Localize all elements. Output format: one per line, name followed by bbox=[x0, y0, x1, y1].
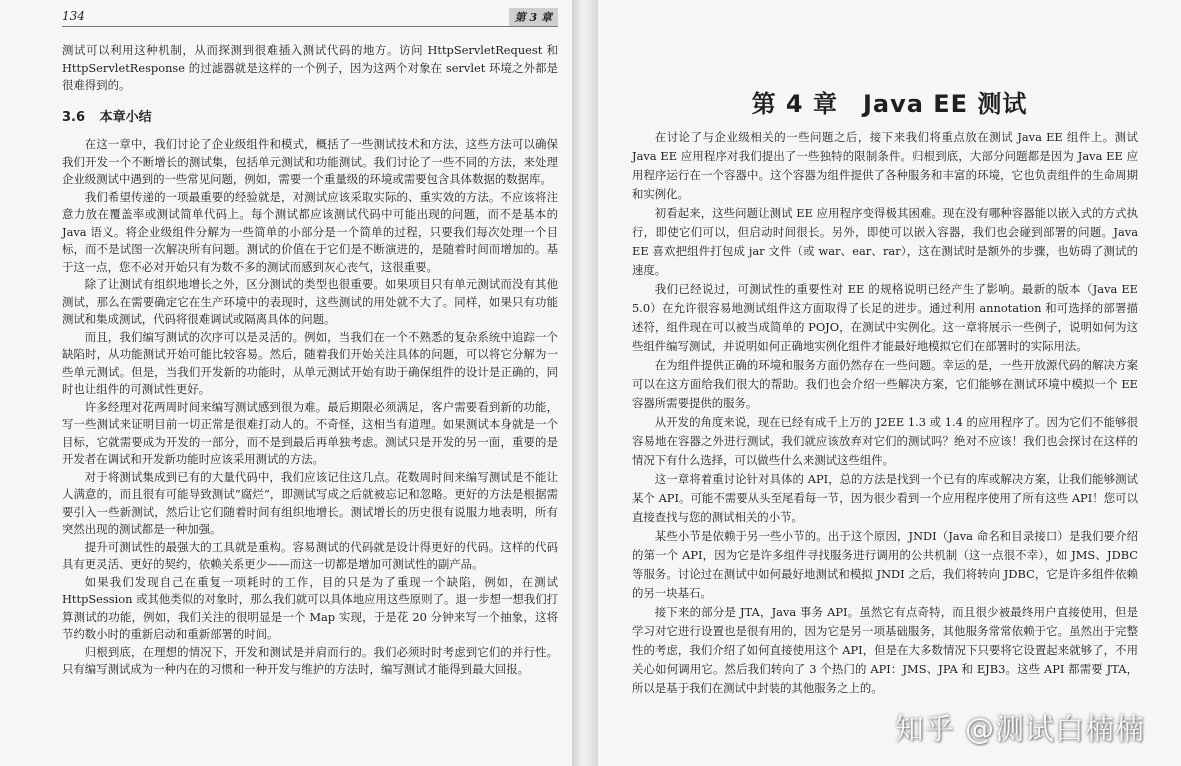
paragraph: 而且，我们编写测试的次序可以是灵活的。例如，当我们在一个不熟悉的复杂系统中追踪一个缺陷时，从功能测试开始可能比较容易。然后，随着我们开始关注具体的问题，可以将它分解为一些单元测试。但是，当我们开发新的功能时，从单元测试开始有助于确保组件的设计是正确的，同时也让组件的可测试性更好。 bbox=[62, 329, 558, 396]
page-number: 134 bbox=[62, 9, 85, 23]
book-gutter bbox=[572, 0, 598, 766]
left-page bbox=[0, 0, 572, 766]
paragraph: 某些小节是依赖于另一些小节的。出于这个原因，JNDI（Java 命名和目录接口）是我们要介绍的第一个 API，因为它是许多组件寻找服务进行调用的公共机制（这一点很不幸），如 JMS、JDBC 等服务。讨论过在测试中如何最好地测试和模拟 JNDI 之后，我们将转向 JDBC，它是许多组件依赖的另一块基石。 bbox=[632, 529, 1138, 600]
paragraph: 测试可以利用这种机制，从而探测到很难插入测试代码的地方。访问 HttpServletRequest 和 HttpServletResponse 的过滤器就是这样的一个例子，因为这两个对象在 servlet 环境之外都是很难得到的。 bbox=[62, 43, 558, 92]
paragraph: 从开发的角度来说，现在已经有成千上万的 J2EE 1.3 或 1.4 的应用程序了。因为它们不能够很容易地在容器之外进行测试，我们就应该放弃对它们的测试吗？绝对不应该！我们也会探讨在这样的情况下有什么选择，可以做些什么来测试这些组件。 bbox=[632, 415, 1138, 467]
paragraph: 归根到底，在理想的情况下，开发和测试是并肩而行的。我们必须时时考虑到它们的并行性。只有编写测试成为一种内在的习惯和一种开发与维护的方法时，编写测试才能得到最大回报。 bbox=[62, 644, 558, 676]
chapter-title: 第 4 章 Java EE 测试 bbox=[751, 90, 1028, 118]
watermark: 知乎 @测试白楠楠 bbox=[894, 712, 1145, 746]
paragraph: 许多经理对花两周时间来编写测试感到很为难。最后期限必须满足，客户需要看到新的功能，写一些测试来证明目前一切正常是很难打动人的。不奇怪，这相当有道理。如果测试本身就是一个目标，它就需要成为开发的一部分，而不是到最后再单独考虑。测试只是开发的另一面，重要的是开发者在调试和开发新功能时应该采用测试的方法。 bbox=[62, 399, 558, 466]
right-page-body bbox=[632, 128, 1138, 698]
running-head: 第 3 章 bbox=[509, 8, 558, 26]
paragraph: 接下来的部分是 JTA，Java 事务 API。虽然它有点奇特，而且很少被最终用户直接使用，但是学习对它进行设置也是很有用的，因为它是另一项基础服务，其他服务常常依赖于它。虽然出于完整性的考虑，我们介绍了如何直接使用这个 API，但是在大多数情况下只要将它设置起来就够了，不用关心如何调用它。然后我们转向了 3 个热门的 API：JMS、JPA 和 EJB3。这些 API 都需要 JTA，所以是基于我们在测试中封装的其他服务之上的。 bbox=[632, 605, 1138, 695]
page-header bbox=[62, 8, 558, 27]
paragraph: 我们已经说过，可测试性的重要性对 EE 的规格说明已经产生了影响。最新的版本（Java EE 5.0）在允许很容易地测试组件这方面取得了长足的进步。通过利用 annotation 和可选择的部署描述符，组件现在可以被当成简单的 POJO，在测试中实例化。这一章将展示一些例子，说明如何为这些组件编写测试，并说明如何正确地实例化组件才能最好地模拟它们在部署时的实际用法。 bbox=[632, 282, 1138, 353]
paragraph: 在讨论了与企业级相关的一些问题之后，接下来我们将重点放在测试 Java EE 组件上。测试 Java EE 应用程序对我们提出了一些独特的限制条件。归根到底，大部分问题都是因为 Java EE 应用程序运行在一个容器中。这个容器为组件提供了各种服务和丰富的环境，它也负责组件的生命周期和实例化。 bbox=[632, 130, 1138, 201]
paragraph: 除了让测试有组织地增长之外，区分测试的类型也很重要。如果项目只有单元测试而没有其他测试，那么在需要确定它在生产环境中的表现时，这些测试的用处就不大了。同样，如果只有功能测试和集成测试，代码将很难调试或隔离具体的问题。 bbox=[62, 277, 558, 326]
section-heading bbox=[62, 109, 558, 127]
paragraph: 如果我们发现自己在重复一项耗时的工作，目的只是为了重现一个缺陷，例如，在测试 HttpSession 或其他类似的对象时，那么我们就可以具体地应用这些原则了。退一步想一想我们打算测试的功能，例如，我们关注的很明显是一个 Map 实现，于是花 20 分钟来写一个抽象，这将节约数小时的重新启动和重新部署的时间。 bbox=[62, 574, 558, 641]
paragraph: 在为组件提供正确的环境和服务方面仍然存在一些问题。幸运的是，一些开放源代码的解决方案可以在这方面给我们很大的帮助。我们也会介绍一些解决方案，它们能够在测试环境中模拟一个 EE 容器所需要提供的服务。 bbox=[632, 358, 1138, 410]
paragraph: 对于将测试集成到已有的大量代码中，我们应该记住这几点。花数周时间来编写测试是不能让人满意的，而且很有可能导致测试“腐烂”，即测试写成之后就被忘记和忽略。更好的方法是根据需要引入一些新测试，然后让它们随着时间有组织地增长。测试增长的历史很有说服力地表明，所有突然出现的测试都是一种加强。 bbox=[62, 469, 558, 536]
paragraph: 提升可测试性的最强大的工具就是重构。容易测试的代码就是设计得更好的代码。这样的代码具有更灵活、更好的契约，依赖关系更少——而这一切都是增加可测试性的副产品。 bbox=[62, 539, 558, 571]
paragraph: 这一章将着重讨论针对具体的 API，总的方法是找到一个已有的库或解决方案，让我们能够测试某个 API。可能不需要从头至尾看每一节，因为很少看到一个应用程序使用了所有这些 API！您可以直接查找与您的测试相关的小节。 bbox=[632, 472, 1138, 524]
section-title: 本章小结 bbox=[99, 109, 152, 125]
paragraph: 初看起来，这些问题让测试 EE 应用程序变得极其困难。现在没有哪种容器能以嵌入式的方式执行，即使它们可以，但启动时间很长。另外，即使可以嵌入容器，我们也会碰到部署的问题。Java EE 喜欢把组件打包成 jar 文件（或 war、ear、rar），这在测试时是额外的步骤，也妨碍了测试的速度。 bbox=[632, 206, 1138, 277]
section-number: 3.6 bbox=[62, 109, 86, 125]
paragraph: 我们希望传递的一项最重要的经验就是，对测试应该采取实际的、重实效的方法。不应该将注意力放在覆盖率或测试简单代码上。每个测试都应该测试代码中可能出现的问题，而不是基本的 Java 语义。将企业级组件分解为一些简单的小部分是一个简单的过程，只要我们每次处理一个目标，而不是试图一次解决所有问题。测试的价值在于它们是不断演进的，是随着时间而增加的。基于这一点，您不必对开始只有为数不多的测试而感到灰心丧气，这很重要。 bbox=[62, 189, 558, 274]
paragraph: 在这一章中，我们讨论了企业级组件和模式，概括了一些测试技术和方法，这些方法可以确保我们开发一个不断增长的测试集，包括单元测试和功能测试。我们讨论了一些不同的方法，来处理企业级测试中遇到的一些常见问题，例如，需要一个重量级的环境或需要包含具体数据的数据库。 bbox=[62, 137, 558, 186]
left-page-body bbox=[62, 42, 558, 679]
right-page bbox=[598, 0, 1181, 766]
